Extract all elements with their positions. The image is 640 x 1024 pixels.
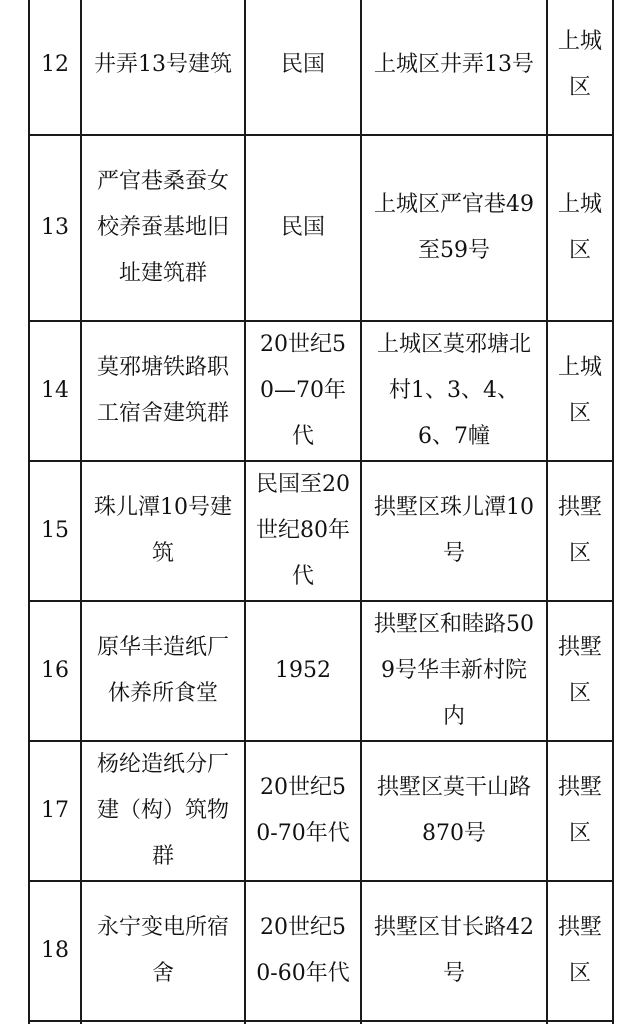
building-address: 上城区严官巷49至59号 <box>361 135 547 321</box>
building-district: 上城区 <box>547 135 613 321</box>
building-district: 上城区 <box>547 321 613 461</box>
table-row <box>29 321 613 461</box>
building-name: 莫邪塘铁路职工宿舍建筑群 <box>81 321 245 461</box>
building-name: 珠儿潭10号建筑 <box>81 461 245 601</box>
building-name: 井弄13号建筑 <box>81 0 245 135</box>
building-address: 拱墅区莫干山路870号 <box>361 741 547 881</box>
building-address: 拱墅区珠儿潭10号 <box>361 461 547 601</box>
building-era: 1952 <box>245 601 361 741</box>
table-row <box>29 461 613 601</box>
building-district: 拱墅区 <box>547 461 613 601</box>
building-era: 20世纪50-60年代 <box>245 881 361 1021</box>
heritage-buildings-table <box>28 0 614 1024</box>
building-era: 20世纪50-70年代 <box>245 741 361 881</box>
building-district: 上城区 <box>547 0 613 135</box>
building-address: 拱墅区和睦路509号华丰新村院内 <box>361 601 547 741</box>
building-address: 上城区莫邪塘北村1、3、4、6、7幢 <box>361 321 547 461</box>
table-row <box>29 601 613 741</box>
building-era: 民国至20世纪80年代 <box>245 461 361 601</box>
table-row <box>29 0 613 135</box>
row-number: 14 <box>29 321 81 461</box>
table-row <box>29 135 613 321</box>
building-address: 上城区井弄13号 <box>361 0 547 135</box>
building-era: 民国 <box>245 135 361 321</box>
building-address: 拱墅区甘长路42号 <box>361 881 547 1021</box>
building-district: 拱墅区 <box>547 741 613 881</box>
row-number: 17 <box>29 741 81 881</box>
row-number: 16 <box>29 601 81 741</box>
building-district: 拱墅区 <box>547 601 613 741</box>
table-row <box>29 881 613 1021</box>
building-name: 严官巷桑蚕女校养蚕基地旧址建筑群 <box>81 135 245 321</box>
building-name: 永宁变电所宿舍 <box>81 881 245 1021</box>
row-number: 12 <box>29 0 81 135</box>
building-name: 杨纶造纸分厂建（构）筑物群 <box>81 741 245 881</box>
building-era: 民国 <box>245 0 361 135</box>
row-number: 18 <box>29 881 81 1021</box>
table-row <box>29 741 613 881</box>
building-name: 原华丰造纸厂休养所食堂 <box>81 601 245 741</box>
row-number: 15 <box>29 461 81 601</box>
row-number: 13 <box>29 135 81 321</box>
building-district: 拱墅区 <box>547 881 613 1021</box>
building-era: 20世纪50—70年代 <box>245 321 361 461</box>
